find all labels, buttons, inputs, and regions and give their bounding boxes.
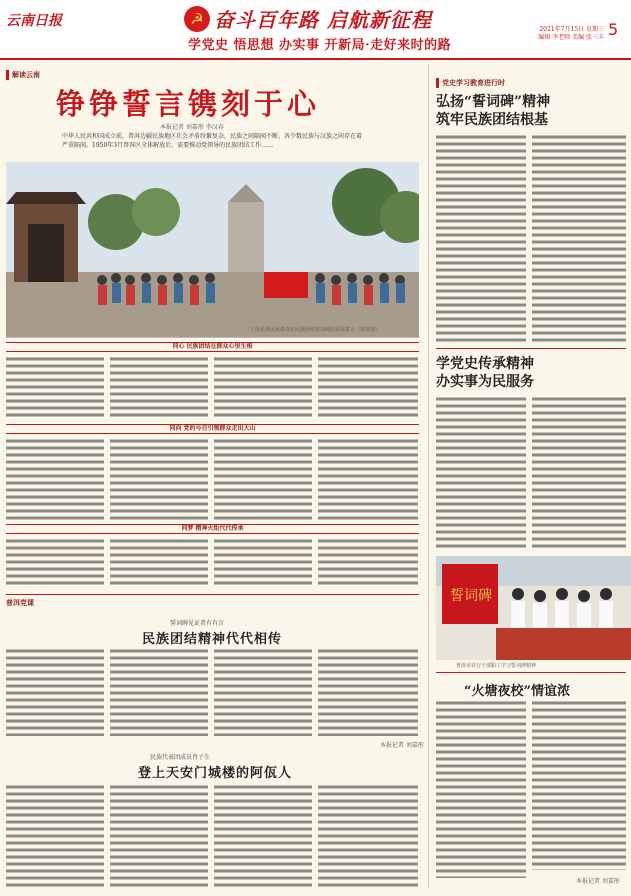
right-headline-1b: 筑牢民族团结根基	[436, 112, 548, 128]
body-text-col5	[6, 438, 104, 520]
header-motto: 学党史 悟思想 办实事 开新局·走好来时的路	[188, 38, 452, 53]
subhead-tongmeng: 同梦 精神火炬代代传承	[6, 524, 419, 534]
body-text-col9	[6, 538, 104, 588]
right-body-2b	[532, 396, 626, 548]
body-text-col11	[214, 538, 312, 588]
body-text-col7	[214, 438, 312, 520]
bottom-body-col6	[110, 784, 208, 888]
right-body-3a	[436, 700, 526, 878]
banner-text: 誓词碑	[450, 588, 492, 604]
bottom-body-col3	[214, 648, 312, 736]
section-tag-main: 解读云南	[6, 70, 40, 80]
main-photo	[6, 162, 419, 338]
bottom-body-col1	[6, 648, 104, 736]
group-photo-illustration	[436, 556, 631, 660]
body-text-col12	[318, 538, 418, 588]
section-tag-bottom: 普洱党课	[6, 599, 34, 607]
body-text-col10	[110, 538, 208, 588]
right-headline-2a: 学党史传承精神	[436, 356, 534, 372]
bottom-body-col7	[214, 784, 312, 888]
bottom-body-col5	[6, 784, 104, 888]
right-body-3b	[532, 700, 626, 870]
subhead-tongxiang: 同向 党的号召引领群众走出大山	[6, 424, 419, 434]
party-emblem-icon: ☭	[184, 6, 210, 32]
date-info	[538, 26, 604, 42]
body-text-col6	[110, 438, 208, 520]
body-text-col4	[318, 356, 418, 420]
bottom-body-col8	[318, 784, 418, 888]
body-text-col3	[214, 356, 312, 420]
right-byline: 本报记者 刘嘉彤	[576, 878, 620, 885]
body-text-col2	[110, 356, 208, 420]
section-tag-right: 党史学习教育进行时	[436, 78, 505, 88]
right-headline-1a: 弘扬“誓词碑”精神	[436, 94, 551, 110]
right-headline-3: “火塘夜校”情谊浓	[464, 684, 570, 699]
bottom-kicker-2: 民族代表团成员肖子生	[150, 754, 211, 761]
right-body-1b	[532, 134, 626, 344]
crowd-photo-illustration	[6, 162, 419, 338]
subhead-tongxin: 同心 民族团结在群众心里生根	[6, 342, 419, 352]
bottom-kicker: 誓词碑见证者有有言	[170, 620, 225, 627]
paper-logo: 云南日报	[6, 13, 62, 29]
bottom-rule	[6, 594, 419, 595]
body-text-col1	[6, 356, 104, 420]
main-lede: 中华人民共和国成立前，普洱边疆民族地区社会矛盾纷繁复杂，民族之间隔阂不断。各少数民族与汉族之间存在着严重隔阂。1950年3月普洱区全体解放后，需要推动党领导的民族团结工作……	[62, 133, 363, 149]
date-line: 2021年7月15日 星期三	[539, 26, 604, 33]
right-rule-2	[436, 672, 626, 673]
main-byline: 本报记者 刘嘉彤 李汉春	[160, 124, 224, 131]
right-body-1a	[436, 134, 526, 344]
bottom-byline: 本报记者 刘嘉彤	[380, 742, 424, 749]
right-rule-1	[436, 348, 626, 349]
header-slogan: 奋斗百年路 启航新征程	[214, 8, 432, 32]
editor-line: 编辑 李老师 美编 张三丰	[538, 34, 604, 41]
bottom-body-col4	[318, 648, 418, 736]
right-body-2a	[436, 396, 526, 548]
header-rule	[0, 58, 631, 60]
page-number: 5	[608, 20, 619, 39]
bottom-body-col2	[110, 648, 208, 736]
main-photo-caption: 宁洱县各民族群众在民族团结誓词碑前重温誓言（资料图）	[250, 327, 381, 333]
right-headline-2b: 办实事为民服务	[436, 374, 534, 390]
body-text-col8	[318, 438, 418, 520]
main-headline: 铮铮誓言镌刻于心	[56, 87, 321, 121]
right-photo	[436, 556, 631, 660]
bottom-headline-1: 民族团结精神代代相传	[142, 632, 283, 647]
right-photo-caption: 普洱市农行干部职工学习誓词碑精神	[456, 663, 537, 669]
bottom-headline-2: 登上天安门城楼的阿佤人	[138, 766, 293, 781]
column-divider	[428, 64, 429, 888]
